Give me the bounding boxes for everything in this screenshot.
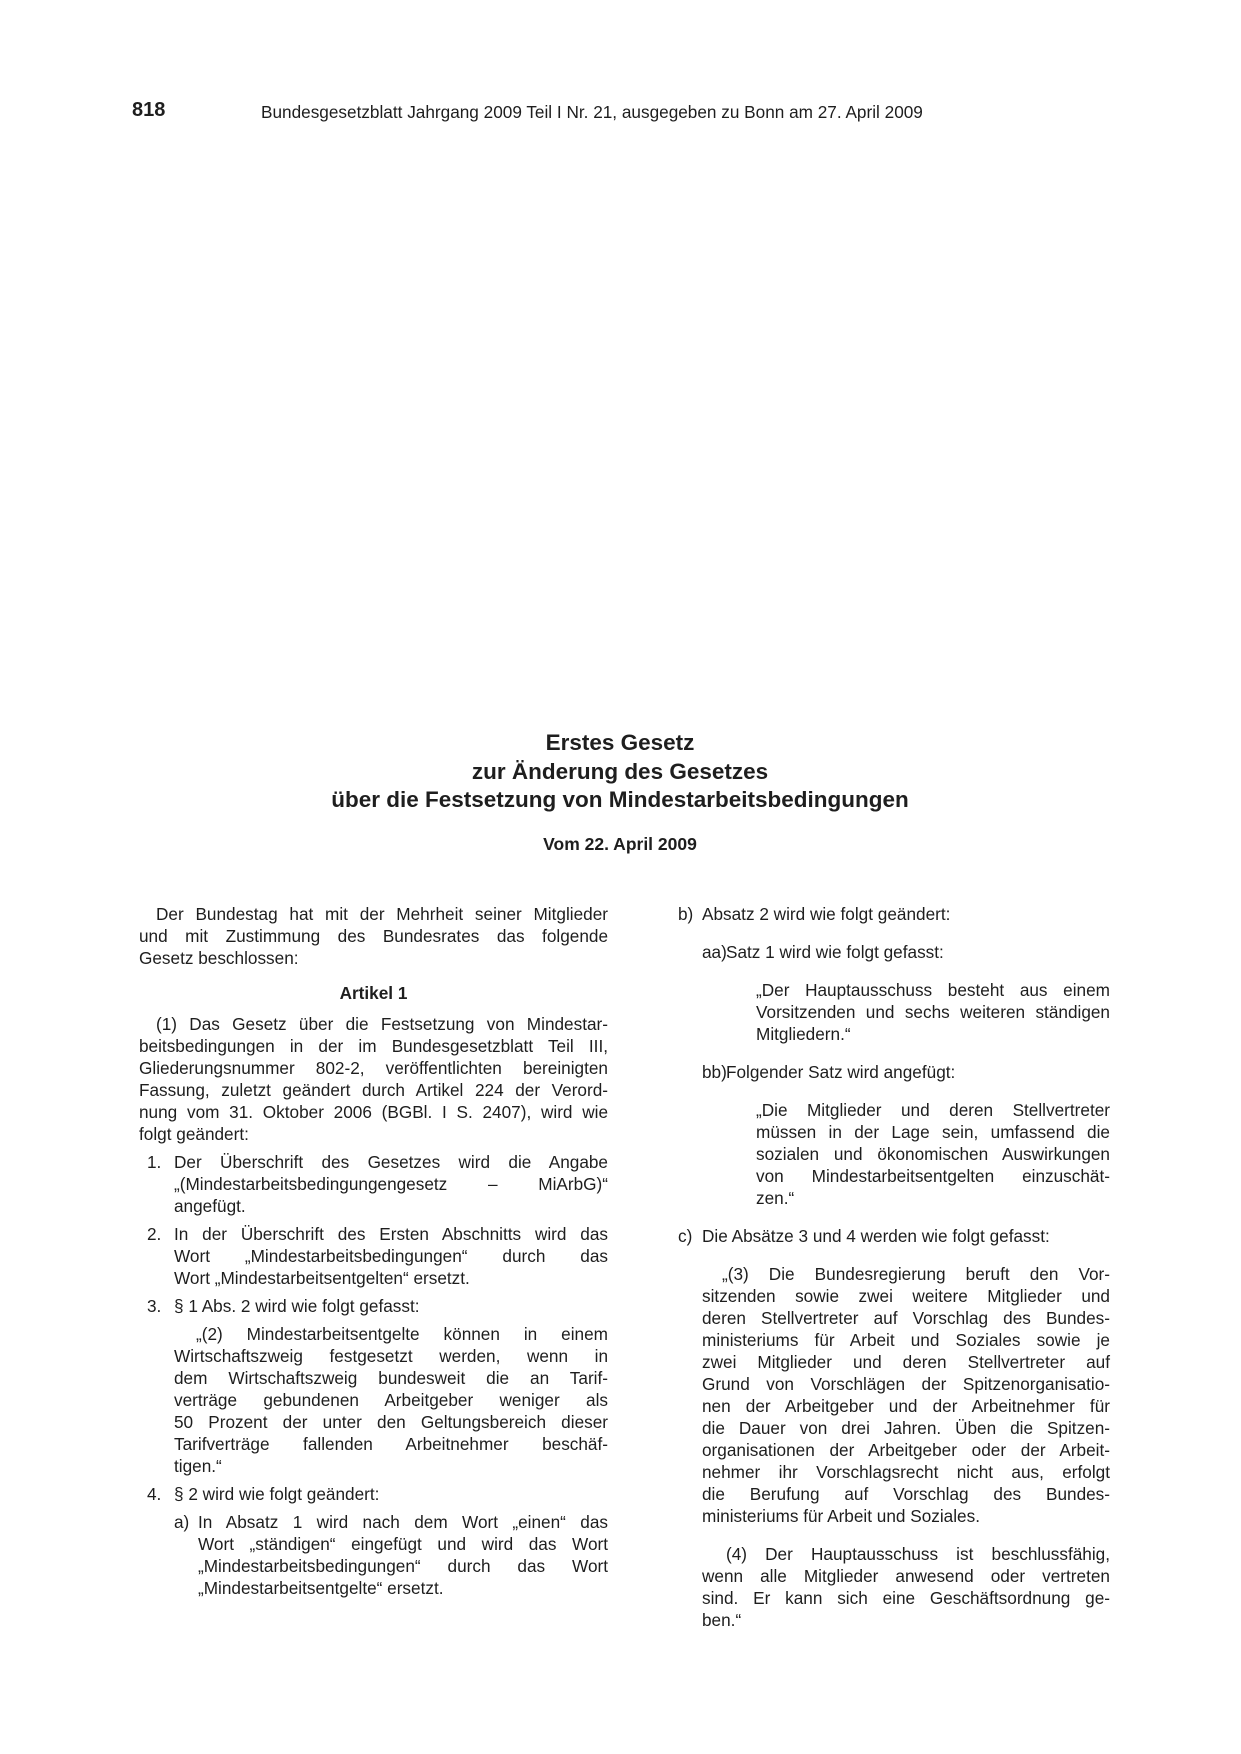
text-line: Der Bundestag hat mit der Mehrheit seiner Mitglieder [156, 904, 608, 924]
text-line: „(3) Die Bundesregierung beruft den Vor- [722, 1264, 1110, 1284]
page-number: 818 [132, 99, 166, 121]
text-line: zwei Mitglieder und deren Stellvertreter auf [702, 1352, 1110, 1372]
text-line: dem Wirtschaftszweig bundesweit die an Tarif- [174, 1368, 608, 1388]
text-line: sitzenden sowie zwei weitere Mitglieder und [702, 1286, 1110, 1306]
quote-block [174, 1323, 608, 1477]
text-line: Gesetz beschlossen: [139, 948, 299, 968]
text-line: (4) Der Hauptausschuss ist beschlussfähig, [726, 1544, 1110, 1564]
sub-item-marker: b) [678, 904, 694, 924]
title-line-2: zur Änderung des Gesetzes [471, 758, 769, 784]
text-line: „Mindestarbeitsbedingungen“ durch das Wort [198, 1556, 608, 1576]
text-line: Wort „Mindestarbeitsbedingungen“ durch das [174, 1246, 608, 1266]
text-line: folgt geändert: [139, 1124, 249, 1144]
sub-item-marker: bb) [702, 1062, 727, 1082]
item-number: 4. [147, 1484, 162, 1504]
sub-item-b [678, 903, 1110, 1209]
item-number: 1. [147, 1152, 162, 1172]
text-line: wenn alle Mitglieder anwesend oder vertreten [702, 1566, 1110, 1586]
text-line: Grund von Vorschlägen der Spitzenorganisatio- [702, 1374, 1110, 1394]
text-line: ministeriums für Arbeit und Soziales sowie je [702, 1330, 1110, 1350]
title-line-1: Erstes Gesetz [545, 730, 695, 755]
text-line: zen.“ [756, 1188, 795, 1208]
item-number: 2. [147, 1224, 162, 1244]
text-line: deren Stellvertreter auf Vorschlag des Bundes- [702, 1308, 1110, 1328]
sub-item-aa [702, 941, 1110, 963]
item-number: 3. [147, 1296, 162, 1316]
text-line: nehmer ihr Vorschlagsrecht nicht aus, erfolgt [702, 1462, 1110, 1482]
text-line: Wort „ständigen“ eingefügt und wird das Wort [198, 1534, 608, 1554]
text-line: „Die Mitglieder und deren Stellvertreter [756, 1100, 1110, 1120]
text-line: Mitgliedern.“ [756, 1024, 851, 1044]
text-line: „Der Hauptausschuss besteht aus einem [756, 980, 1110, 1000]
text-line: Fassung, zuletzt geändert durch Artikel 224 der Verord- [139, 1080, 608, 1100]
text-line: (1) Das Gesetz über die Festsetzung von Mindestar- [156, 1014, 608, 1034]
text-line: „Mindestarbeitsentgelte“ ersetzt. [198, 1578, 444, 1598]
text-line: tigen.“ [174, 1456, 222, 1476]
text-line: Wirtschaftszweig festgesetzt werden, wenn in [174, 1346, 608, 1366]
text-line: sind. Er kann sich eine Geschäftsordnung ge- [702, 1588, 1110, 1608]
text-line: sozialen und ökonomischen Auswirkungen [756, 1144, 1110, 1164]
list-item-3 [139, 1295, 608, 1477]
text-line: und mit Zustimmung des Bundesrates das folgende [139, 926, 608, 946]
text-line: „(Mindestarbeitsbedingungengesetz – MiArbG)“ [174, 1174, 608, 1194]
text-line: In der Überschrift des Ersten Abschnitts wird das [174, 1224, 608, 1244]
sub-item-marker: a) [174, 1512, 190, 1532]
preamble [139, 903, 608, 969]
text-line: In Absatz 1 wird nach dem Wort „einen“ das [198, 1512, 608, 1532]
text-line: die Dauer von drei Jahren. Üben die Spitzen- [702, 1418, 1110, 1438]
text-line: nung vom 31. Oktober 2006 (BGBl. I S. 2407), wird wie [139, 1102, 608, 1122]
text-line: angefügt. [174, 1196, 246, 1216]
article-heading: Artikel 1 [339, 983, 408, 1003]
sub-item-marker: aa) [702, 942, 727, 962]
law-title [140, 729, 1100, 815]
text-line: „(2) Mindestarbeitsentgelte können in einem [196, 1324, 608, 1344]
text-line: Folgender Satz wird angefügt: [726, 1062, 956, 1082]
left-column [139, 903, 608, 1599]
text-line: 50 Prozent der unter den Geltungsbereich dieser [174, 1412, 608, 1432]
list-item-2 [139, 1223, 608, 1289]
text-line: von Mindestarbeitsentgelten einzuschät- [756, 1166, 1110, 1186]
quote-block-3 [702, 1263, 1110, 1527]
title-line-3: über die Festsetzung von Mindestarbeitsbedingungen [331, 787, 909, 812]
sub-item-c [678, 1225, 1110, 1631]
quote-block-4 [702, 1543, 1110, 1631]
law-date: Vom 22. April 2009 [543, 834, 697, 854]
text-line: Absatz 2 wird wie folgt geändert: [702, 904, 951, 924]
sub-item-marker: c) [678, 1226, 693, 1246]
text-line: Der Überschrift des Gesetzes wird die Angabe [174, 1152, 608, 1172]
text-line: Die Absätze 3 und 4 werden wie folgt gefasst: [702, 1226, 1050, 1246]
text-line: Gliederungsnummer 802-2, veröffentlichten bereinigten [139, 1058, 608, 1078]
text-line: Tarifverträge fallenden Arbeitnehmer beschäf- [174, 1434, 608, 1454]
text-line: die Berufung auf Vorschlag des Bundes- [702, 1484, 1110, 1504]
sub-item-a [174, 1511, 608, 1599]
text-line: organisationen der Arbeitgeber oder der Arbeit- [702, 1440, 1110, 1460]
text-line: beitsbedingungen in der im Bundesgesetzblatt Teil III, [139, 1036, 608, 1056]
text-line: § 2 wird wie folgt geändert: [174, 1484, 380, 1504]
sub-item-bb [702, 1061, 1110, 1083]
text-line: Vorsitzenden und sechs weiteren ständigen [756, 1002, 1110, 1022]
list-item-1 [139, 1151, 608, 1217]
quote-block [702, 1099, 1110, 1209]
right-column [678, 903, 1110, 1631]
text-line: müssen in der Lage sein, umfassend die [756, 1122, 1110, 1142]
text-line: § 1 Abs. 2 wird wie folgt gefasst: [174, 1296, 420, 1316]
list-item-4 [139, 1483, 608, 1599]
text-line: nen der Arbeitgeber und der Arbeitnehmer für [702, 1396, 1110, 1416]
quote-block [702, 979, 1110, 1045]
text-line: Wort „Mindestarbeitsentgelten“ ersetzt. [174, 1268, 470, 1288]
text-line: ministeriums für Arbeit und Soziales. [702, 1506, 980, 1526]
paragraph-1 [139, 1013, 608, 1145]
running-head: Bundesgesetzblatt Jahrgang 2009 Teil I Nr. 21, ausgegeben zu Bonn am 27. April 2009 [261, 102, 923, 122]
text-line: Satz 1 wird wie folgt gefasst: [726, 942, 944, 962]
text-line: ben.“ [702, 1610, 742, 1630]
text-line: verträge gebundenen Arbeitgeber weniger als [174, 1390, 608, 1410]
